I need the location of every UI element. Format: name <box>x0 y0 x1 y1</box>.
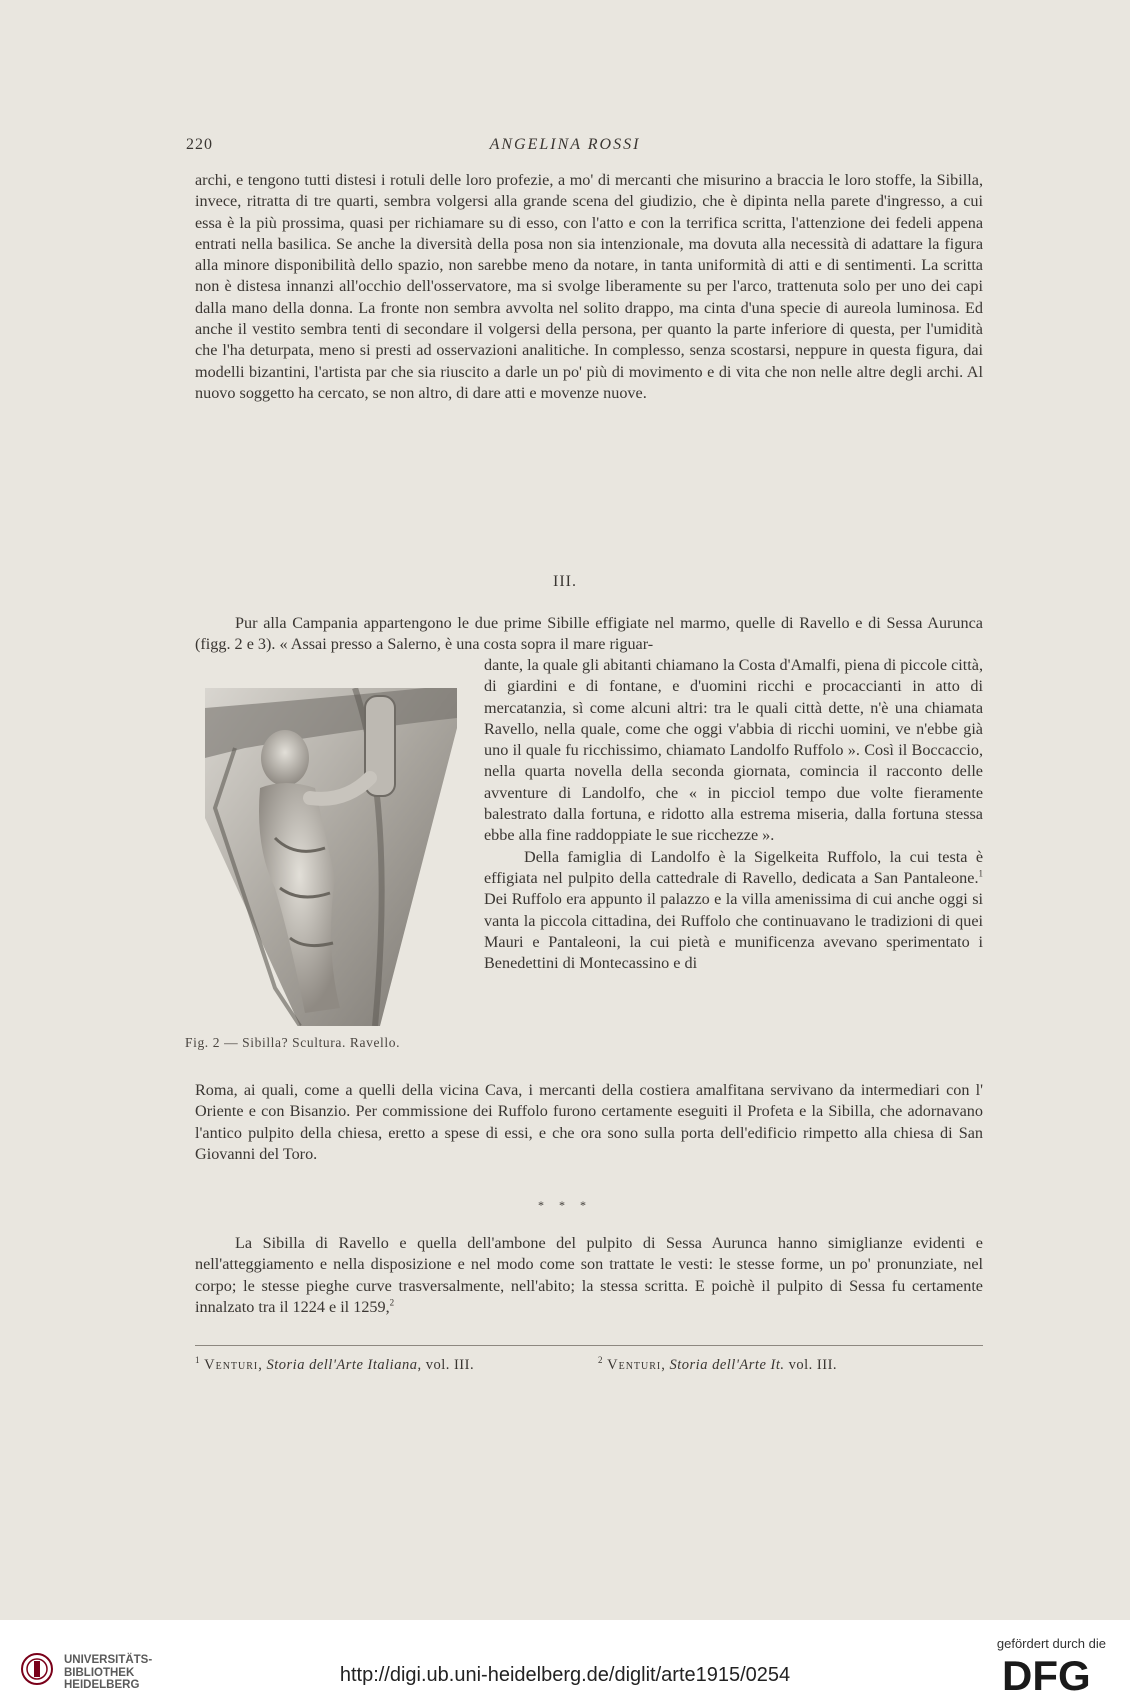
dfg-logo-icon <box>1000 1654 1108 1694</box>
footnote-2-title: Storia dell'Arte It. <box>669 1356 785 1373</box>
footnote-ref-1: 1 <box>978 868 983 879</box>
paragraph-2-continuation: dante, la quale gli abitanti chiamano la Costa d'Amalfi, piena di piccole città, di giardini e di fontane, e d'uomini ricchi e procaccianti in atto di mercatanzia, sì come alcuni altri: tra le quali città dette, n'è una chiamata Ravello, nella quale, come che oggi v'abbia di ricchi uomini, ve n'ebbe già uno il quale fu ricchissimo, chiamato Landolfo Ruffolo ». Così il Boccaccio, nella quarta novella della seconda giornata, comincia il racconto delle avventure di Landolfo, che « in picciol tempo due volte fieramente balestrato dalla fortuna, e ridotto alla estrema miseria, dalla fortuna stessa ebbe alla fine raddoppiate le sue ricchezze ». <box>484 656 983 845</box>
footnote-2-number: 2 <box>598 1355 603 1365</box>
section-number: III. <box>553 573 577 590</box>
footnote-2: $^2$ Venturi, Storia dell'Arte It. vol. III. <box>598 1355 838 1373</box>
footnote-1-author: Venturi <box>204 1356 259 1373</box>
footnote-2-author: Venturi <box>607 1356 662 1373</box>
funding-label: gefördert durch die <box>996 1636 1106 1651</box>
footnote-1-volume: , vol. III. <box>417 1356 475 1373</box>
page-number: 220 <box>186 136 213 153</box>
paragraph-3 <box>195 1233 983 1318</box>
running-title: ANGELINA ROSSI <box>489 136 641 153</box>
figure-caption: Fig. 2 — Sibilla? Scultura. Ravello. <box>185 1035 401 1050</box>
footnote-1-title: Storia dell'Arte Italiana <box>266 1356 418 1373</box>
footnote-1-number: 1 <box>195 1355 200 1365</box>
paragraph-ruffolo-text-a: Della famiglia di Landolfo è la Sigelkeita Ruffolo, la cui testa è effigiata nel pulpito della cattedrale di Ravello, dedicata a San Pantaleone. <box>484 847 983 887</box>
paragraph-3-text: La Sibilla di Ravello e quella dell'ambone del pulpito di Sessa Aurunca hanno simiglianze evidenti e nell'atteggiamento e nella disposizione e nel modo come son trattate le vesti: le stesse forme, un po' pronunziate, nel corpo; le stesse pieghe curve trasversalmente, nell'abito; la stessa scritta. E poichè il pulpito di Sessa fu certamente innalzato tra il 1224 e il 1259, <box>195 1234 983 1316</box>
paragraph-ruffolo <box>484 847 983 975</box>
paragraph-2-side-column <box>484 655 983 974</box>
paragraph-2-intro: Pur alla Campania appartengono le due prime Sibille effigiate nel marmo, quelle di Ravello e di Sessa Aurunca (figg. 2 e 3). « Assai presso a Salerno, è una costa sopra il mare riguar- <box>195 614 983 654</box>
sculpture-image <box>205 688 457 1026</box>
institution-line-1: UNIVERSITÄTS- <box>64 1654 153 1666</box>
figure-sibyl-sculpture <box>205 688 457 1026</box>
section-separator: * * * <box>538 1198 592 1212</box>
footnote-ref-2: 2 <box>389 1297 395 1308</box>
paragraph-2-conclusion: Roma, ai quali, come a quelli della vicina Cava, i mercanti della costiera amalfitana servivano da intermediari con l' Oriente e con Bisanzio. Per commissione dei Ruffolo furono certamente eseguiti il Profeta e la Sibilla, che adornavano l'antico pulpito della chiesa, eretto a spese di essi, e che ora sono sulla porta dell'edificio rimpetto alla chiesa di San Giovanni del Toro. <box>195 1081 983 1163</box>
footnote-1: $^1$ Venturi, Storia dell'Arte Italiana, vol. III. <box>195 1355 475 1373</box>
dfg-logo-text: DFG <box>1002 1654 1091 1694</box>
institution-line-3: HEIDELBERG <box>64 1679 140 1691</box>
paragraph-1: archi, e tengono tutti distesi i rotuli delle loro profezie, a mo' di mercanti che misurino a braccia le loro stoffe, la Sibilla, invece, ritratta di tre quarti, sembra volgersi alla grande scena del giudizio, che è dipinta nella parete d'ingresso, a cui essa è la più prossima, quasi per richiamare su di esso, con l'atto e con la terrifica scritta, l'attenzione dei fedeli appena entrati nella basilica. Se anche la diversità della posa non sia intenzionale, ma dovuta alla necessità di adattare la figura alla minore disponibilità dello spazio, non sarebbe meno da notare, in tanta uniformità di atti e di sentimenti. La scritta non è distesa innanzi all'occhio dell'osservatore, ma si svolge liberamente su per l'arco, trattenuta solo per uno dei capi dalla mano della donna. La fronte non sembra avvolta nel solito drappo, ma cinta d'una specie di aureola luminosa. Ed anche il vestito sembra tenti di secondare il volgersi della persona, per quanto la parte inferiore di questa, per l'umidità che l'ha deturpata, meno si presti ad osservazioni analitiche. In complesso, senza scostarsi, neppure in questa figura, dai modelli bizantini, l'artista par che sia riuscito a darle un po' più di movimento e di vita che non nelle altre degli archi. Al nuovo soggetto ha cercato, se non altro, di dare atti e movenze nuove. <box>195 171 983 402</box>
footnote-rule <box>195 1345 983 1346</box>
digitization-footer <box>0 1620 1130 1703</box>
footnote-2-volume: vol. III. <box>784 1356 838 1373</box>
institution-line-2: BIBLIOTHEK <box>64 1666 135 1679</box>
paragraph-ruffolo-text-b: Dei Ruffolo era appunto il palazzo e la villa amenissima di cui anche oggi si vanta la piccola cittadina, dei Ruffolo che continuavano le tradizioni di quei Mauri e Pantaleoni, la cui pietà e munificenza avevano sperimentato i Benedettini di Montecassino e di <box>484 890 983 973</box>
permalink-url[interactable]: http://digi.ub.uni-heidelberg.de/diglit/arte1915/0254 <box>339 1664 791 1686</box>
